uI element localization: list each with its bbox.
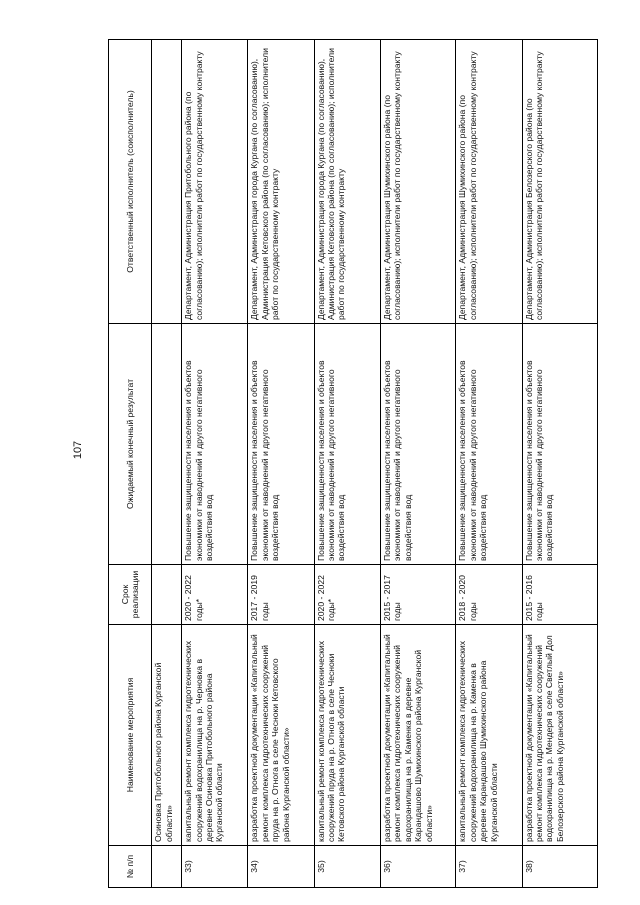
row-result: Повышение защищенности населения и объектов экономики от наводнений и другого негативного воздействия вод xyxy=(456,324,522,565)
row-period: 2020 - 2022 годы* xyxy=(314,565,380,625)
row-executor: Департамент, Администрация города Кургана (по согласованию), Администрация Кетовского района (по согласованию); исполнители работ по государственному контракту xyxy=(314,40,380,324)
header-result: Ожидаемый конечный результат xyxy=(109,324,152,565)
row-result: Повышение защищенности населения и объектов экономики от наводнений и другого негативного воздействия вод xyxy=(380,324,455,565)
cell-empty xyxy=(152,846,182,888)
row-result: Повышение защищенности населения и объектов экономики от наводнений и другого негативного воздействия вод xyxy=(314,324,380,565)
continuation-text: Осиновка Притобольного района Курганской области» xyxy=(152,625,182,846)
row-period: 2018 - 2020 годы xyxy=(456,565,522,625)
row-result: Повышение защищенности населения и объектов экономики от наводнений и другого негативного воздействия вод xyxy=(182,324,248,565)
rotated-table-container xyxy=(108,40,598,888)
row-name: капитальный ремонт комплекса гидротехнических сооружений водохранилища на р. Каменка в деревне Карандашово Шумихинского района Курганской области xyxy=(456,625,522,846)
table-row xyxy=(380,40,455,888)
row-period: 2015 - 2017 годы xyxy=(380,565,455,625)
row-num: 33) xyxy=(182,846,248,888)
cell-empty xyxy=(152,324,182,565)
table-row xyxy=(182,40,248,888)
row-name: разработка проектной документации «Капитальный ремонт комплекса гидротехнических сооружений водохранилища на р. Мендеря в селе Светлый Дол Белозерского района Курганской области» xyxy=(522,625,597,846)
table-header-row xyxy=(109,40,152,888)
table-row xyxy=(314,40,380,888)
row-period: 2020 - 2022 годы* xyxy=(182,565,248,625)
row-num: 35) xyxy=(314,846,380,888)
header-executor: Ответственный исполнитель (соисполнитель) xyxy=(109,40,152,324)
row-result: Повышение защищенности населения и объектов экономики от наводнений и другого негативного воздействия вод xyxy=(522,324,597,565)
cell-empty xyxy=(152,565,182,625)
row-period: 2017 - 2019 годы xyxy=(248,565,314,625)
header-num: № п/п xyxy=(109,846,152,888)
row-executor: Департамент, Администрация Белозерского района (по согласованию); исполнители работ по государственному контракту xyxy=(522,40,597,324)
row-num: 37) xyxy=(456,846,522,888)
row-num: 38) xyxy=(522,846,597,888)
row-name: капитальный ремонт комплекса гидротехнических сооружений водохранилища на р. Черновка в деревне Осиновка Притобольного района Курганской области xyxy=(182,625,248,846)
cell-empty xyxy=(152,40,182,324)
row-name: разработка проектной документации «Капитальный ремонт комплекса гидротехнических сооружений пруда на р. Отнога в селе Чесноки Кетовского района Курганской области» xyxy=(248,625,314,846)
row-result: Повышение защищенности населения и объектов экономики от наводнений и другого негативного воздействия вод xyxy=(248,324,314,565)
continuation-row xyxy=(152,40,182,888)
row-period: 2015 - 2016 годы xyxy=(522,565,597,625)
header-period: Срок реализации xyxy=(109,565,152,625)
row-executor: Департамент, Администрация Шумихинского района (по согласованию); исполнители работ по государственному контракту xyxy=(380,40,455,324)
table-row xyxy=(456,40,522,888)
page-number: 107 xyxy=(72,440,84,460)
row-executor: Департамент, Администрация Притобольного района (по согласованию); исполнители работ по государственному контракту xyxy=(182,40,248,324)
row-name: разработка проектной документации «Капитальный ремонт комплекса гидротехнических сооружений водохранилища на р. Каменка в деревне Карандашово Шумихинского района Курганской области» xyxy=(380,625,455,846)
row-executor: Департамент, Администрация Шумихинского района (по согласованию); исполнители работ по государственному контракту xyxy=(456,40,522,324)
program-table xyxy=(108,39,598,888)
header-name: Наименование мероприятия xyxy=(109,625,152,846)
table-row xyxy=(248,40,314,888)
row-name: капитальный ремонт комплекса гидротехнических сооружений пруда на р. Отнога в селе Чесноки Кетовского района Курганской области xyxy=(314,625,380,846)
table-row xyxy=(522,40,597,888)
row-num: 34) xyxy=(248,846,314,888)
row-num: 36) xyxy=(380,846,455,888)
row-executor: Департамент, Администрация города Кургана (по согласованию), Администрация Кетовского района (по согласованию); исполнители работ по государственному контракту xyxy=(248,40,314,324)
